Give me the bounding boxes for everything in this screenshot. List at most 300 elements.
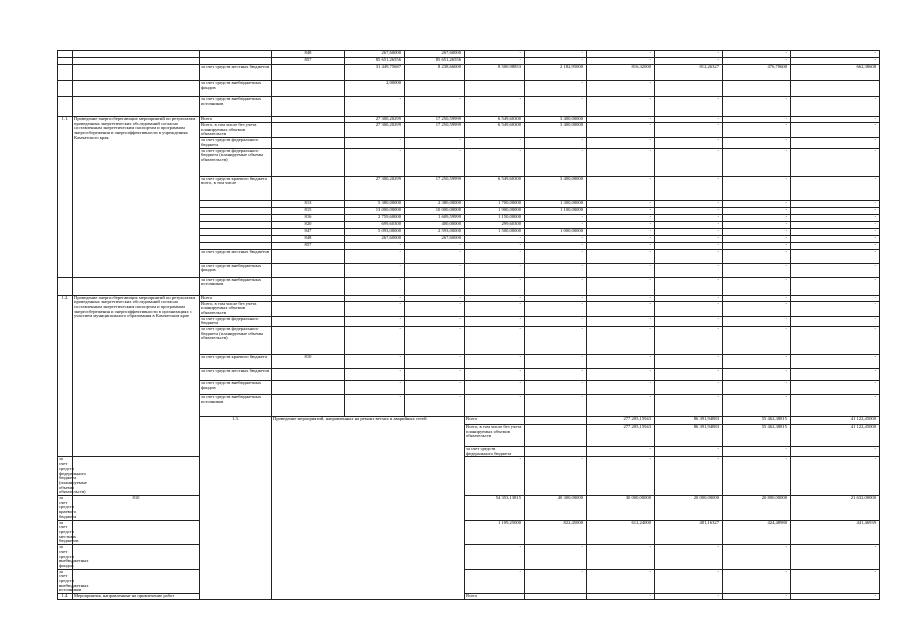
- amount-cell: -: [791, 176, 880, 200]
- amount-cell: -: [791, 316, 880, 326]
- amount-cell: 1 300,00000: [525, 200, 587, 207]
- amount-cell: -: [587, 176, 655, 200]
- amount-cell: 13 000,00000: [345, 207, 405, 214]
- amount-cell: 1 100,00000: [525, 207, 587, 214]
- source-cell: Всего, в том числе без учета планируемых объемов обязательств: [200, 123, 272, 138]
- amount-cell: -: [465, 51, 525, 58]
- amount-cell: 17 250,59999: [405, 123, 465, 138]
- amount-cell: -: [723, 395, 791, 417]
- amount-cell: -: [655, 457, 723, 496]
- amount-cell: -: [525, 295, 587, 301]
- amount-cell: -: [655, 242, 723, 249]
- amount-cell: -: [791, 447, 880, 457]
- code-cell: [272, 301, 345, 316]
- amount-cell: -: [405, 242, 465, 249]
- amount-cell: -: [405, 249, 465, 263]
- amount-cell: -: [405, 327, 465, 355]
- source-cell: за счет средств внебюджетных фондов: [59, 544, 89, 568]
- source-cell: Всего: [465, 417, 525, 425]
- amount-cell: -: [587, 457, 655, 496]
- code-cell: [272, 148, 345, 176]
- amount-cell: 2 759,60000: [345, 214, 405, 221]
- amount-cell: -: [587, 117, 655, 123]
- amount-cell: -: [587, 327, 655, 355]
- amount-cell: 612,24000: [587, 520, 655, 545]
- amount-cell: -: [525, 249, 587, 263]
- code-cell: [73, 545, 200, 570]
- amount-cell: -: [723, 316, 791, 326]
- amount-cell: -: [525, 235, 587, 242]
- item-number-cell: 1.4.: [58, 594, 73, 600]
- item-number-cell: [58, 277, 73, 295]
- amount-cell: -: [405, 277, 465, 295]
- amount-cell: -: [655, 295, 723, 301]
- amount-cell: -: [525, 81, 587, 97]
- amount-cell: -: [791, 228, 880, 235]
- amount-cell: -: [655, 200, 723, 207]
- amount-cell: -: [723, 447, 791, 457]
- amount-cell: -: [791, 148, 880, 176]
- amount-cell: -: [791, 242, 880, 249]
- amount-cell: 54 353,13815: [465, 496, 525, 521]
- amount-cell: -: [655, 569, 723, 594]
- amount-cell: -: [465, 301, 525, 316]
- amount-cell: -: [723, 148, 791, 176]
- amount-cell: -: [655, 263, 723, 277]
- amount-cell: -: [525, 51, 587, 58]
- amount-cell: [465, 81, 525, 97]
- amount-cell: -: [587, 249, 655, 263]
- table-row: [58, 457, 880, 496]
- source-cell: за счет средств федерального бюджета (планируемые объемы обязательств): [200, 148, 272, 176]
- amount-cell: 267,60000: [405, 51, 465, 58]
- amount-cell: -: [655, 447, 723, 457]
- amount-cell: -: [525, 138, 587, 148]
- item-title-cell: Проведение энергосберегающих мероприятий по результатам проведенных энергетических обследований согласно составленным энергетическим паспортам и программам энергосбережения и энергоэффективности в организациях с участием муниципального образования в Камчатском крае: [73, 295, 200, 457]
- amount-cell: 267,60000: [405, 235, 465, 242]
- amount-cell: -: [587, 545, 655, 570]
- item-title-cell: [73, 277, 200, 295]
- amount-cell: -: [465, 277, 525, 295]
- code-cell: [525, 594, 587, 600]
- code-cell: [525, 417, 587, 425]
- amount-cell: -: [791, 117, 880, 123]
- source-cell: Всего: [200, 295, 272, 301]
- amount-cell: -: [465, 369, 525, 381]
- amount-cell: -: [655, 369, 723, 381]
- code-cell: [272, 123, 345, 138]
- amount-cell: -: [723, 569, 791, 594]
- amount-cell: 6 549,60300: [465, 117, 525, 123]
- amount-cell: -: [587, 369, 655, 381]
- amount-cell: 5 093,00000: [345, 228, 405, 235]
- amount-cell: -: [525, 395, 587, 417]
- amount-cell: -: [525, 381, 587, 395]
- amount-cell: -: [345, 395, 405, 417]
- code-cell: [73, 457, 200, 496]
- amount-cell: -: [723, 207, 791, 214]
- amount-cell: 1 609,59999: [405, 214, 465, 221]
- amount-cell: -: [723, 295, 791, 301]
- amount-cell: -: [465, 235, 525, 242]
- amount-cell: -: [655, 316, 723, 326]
- amount-cell: -: [525, 221, 587, 228]
- amount-cell: -: [525, 214, 587, 221]
- amount-cell: -: [791, 97, 880, 117]
- amount-cell: 86 391,94883: [655, 425, 723, 447]
- amount-cell: 441,46939: [791, 520, 880, 545]
- source-cell: за счет средств внебюджетных фондов: [200, 81, 272, 97]
- amount-cell: 267,60000: [345, 235, 405, 242]
- item-title-cell: [73, 81, 200, 97]
- amount-cell: -: [587, 277, 655, 295]
- amount-cell: -: [723, 214, 791, 221]
- amount-cell: -: [345, 301, 405, 316]
- amount-cell: -: [655, 249, 723, 263]
- source-cell: [200, 221, 272, 228]
- source-cell: Всего, в том числе без учета планируемых объемов обязательств: [465, 425, 525, 447]
- amount-cell: -: [587, 58, 655, 65]
- amount-cell: -: [345, 316, 405, 326]
- amount-cell: -: [655, 594, 723, 600]
- amount-cell: -: [345, 138, 405, 148]
- amount-cell: -: [655, 176, 723, 200]
- item-number-cell: [58, 51, 73, 58]
- table-row: [58, 81, 880, 97]
- amount-cell: 277 205,15943: [587, 425, 655, 447]
- code-cell: [272, 395, 345, 417]
- source-cell: за счет средств местных бюджетов: [200, 65, 272, 81]
- source-cell: за счет средств местных бюджетов: [200, 369, 272, 381]
- amount-cell: -: [345, 277, 405, 295]
- amount-cell: -: [465, 295, 525, 301]
- item-number-cell: [58, 97, 73, 117]
- amount-cell: 816,32000: [587, 65, 655, 81]
- amount-cell: -: [587, 263, 655, 277]
- amount-cell: -: [791, 395, 880, 417]
- amount-cell: -: [791, 263, 880, 277]
- amount-cell: -: [587, 138, 655, 148]
- table-body: [58, 51, 880, 600]
- amount-cell: -: [465, 381, 525, 395]
- item-title-cell: Мероприятия, направленные на привлечение работ: [73, 594, 200, 600]
- amount-cell: -: [587, 395, 655, 417]
- amount-cell: 85 651,26556: [405, 58, 465, 65]
- table-row: [58, 594, 880, 600]
- amount-cell: 476,70600: [723, 65, 791, 81]
- amount-cell: 6 549,60300: [465, 176, 525, 200]
- code-cell: [272, 369, 345, 381]
- amount-cell: 85 651,26556: [345, 58, 405, 65]
- amount-cell: -: [587, 97, 655, 117]
- amount-cell: 1 900,00000: [465, 207, 525, 214]
- amount-cell: -: [723, 228, 791, 235]
- amount-cell: -: [723, 123, 791, 138]
- amount-cell: -: [345, 242, 405, 249]
- amount-cell: -: [465, 242, 525, 249]
- amount-cell: -: [525, 97, 587, 117]
- amount-cell: -: [655, 277, 723, 295]
- amount-cell: 1 500,00000: [465, 228, 525, 235]
- amount-cell: -: [655, 207, 723, 214]
- item-number-cell: 1.2.: [58, 295, 73, 457]
- table-row: [58, 51, 880, 58]
- amount-cell: -: [525, 545, 587, 570]
- amount-cell: -: [525, 355, 587, 369]
- amount-cell: -: [465, 395, 525, 417]
- amount-cell: 1 000,00000: [525, 228, 587, 235]
- amount-cell: -: [405, 97, 465, 117]
- amount-cell: 401,16327: [655, 520, 723, 545]
- amount-cell: -: [525, 148, 587, 176]
- amount-cell: -: [655, 301, 723, 316]
- code-cell: 848: [272, 51, 345, 58]
- amount-cell: -: [723, 242, 791, 249]
- amount-cell: -: [465, 316, 525, 326]
- amount-cell: 17 250,59999: [405, 176, 465, 200]
- amount-cell: -: [405, 369, 465, 381]
- amount-cell: 277 205,15943: [587, 417, 655, 425]
- code-cell: [272, 176, 345, 200]
- amount-cell: 27 300,20299: [345, 176, 405, 200]
- amount-cell: -: [791, 545, 880, 570]
- amount-cell: -: [405, 301, 465, 316]
- amount-cell: 2 593,00000: [405, 228, 465, 235]
- amount-cell: -: [655, 58, 723, 65]
- code-cell: 847: [272, 228, 345, 235]
- amount-cell: -: [465, 457, 525, 496]
- amount-cell: -: [405, 355, 465, 369]
- amount-cell: -: [655, 235, 723, 242]
- table-row: [58, 569, 880, 594]
- amount-cell: -: [791, 207, 880, 214]
- amount-cell: -: [587, 228, 655, 235]
- source-cell: [200, 242, 272, 249]
- amount-cell: -: [655, 355, 723, 369]
- source-cell: за счет средств федерального бюджета: [200, 316, 272, 326]
- item-title-cell: [73, 97, 200, 117]
- amount-cell: -: [791, 277, 880, 295]
- amount-cell: 27 300,20299: [345, 123, 405, 138]
- amount-cell: -: [587, 207, 655, 214]
- amount-cell: -: [791, 249, 880, 263]
- amount-cell: -: [587, 123, 655, 138]
- amount-cell: 55 462,38815: [723, 425, 791, 447]
- amount-cell: -: [525, 369, 587, 381]
- amount-cell: -: [587, 81, 655, 97]
- amount-cell: 86 391,94883: [655, 417, 723, 425]
- code-cell: [73, 569, 200, 594]
- table-row: [58, 58, 880, 65]
- amount-cell: -: [345, 381, 405, 395]
- source-cell: за счет средств местных бюджетов: [200, 249, 272, 263]
- amount-cell: -: [723, 594, 791, 600]
- code-cell: 813: [272, 200, 345, 207]
- amount-cell: -: [723, 545, 791, 570]
- source-cell: за счет средств местных бюджетов: [59, 519, 79, 544]
- table-row: [58, 496, 880, 521]
- amount-cell: -: [655, 327, 723, 355]
- amount-cell: -: [405, 138, 465, 148]
- amount-cell: -: [345, 369, 405, 381]
- amount-cell: -: [525, 569, 587, 594]
- amount-cell: -: [655, 395, 723, 417]
- amount-cell: -: [723, 117, 791, 123]
- source-cell: за счет средств краевого бюджета всего, в том числе: [200, 176, 272, 200]
- code-cell: 810: [73, 496, 200, 521]
- amount-cell: -: [723, 249, 791, 263]
- amount-cell: 2,00000: [345, 81, 405, 97]
- amount-cell: 10 000,00000: [405, 207, 465, 214]
- budget-table: [57, 50, 880, 600]
- amount-cell: -: [345, 263, 405, 277]
- amount-cell: 8 500,98853: [465, 65, 525, 81]
- source-cell: Всего: [200, 117, 272, 123]
- table-row: [58, 545, 880, 570]
- amount-cell: -: [465, 148, 525, 176]
- amount-cell: -: [587, 594, 655, 600]
- source-cell: за счет средств внебюджетных фондов: [200, 263, 272, 277]
- amount-cell: 17 250,59999: [405, 117, 465, 123]
- item-title-cell: Проведение мероприятий, направленных на ремонт ветхих и аварийных сетей: [272, 417, 465, 600]
- code-cell: 816: [272, 214, 345, 221]
- item-number-cell: [58, 58, 73, 65]
- amount-cell: -: [345, 249, 405, 263]
- amount-cell: -: [655, 123, 723, 138]
- amount-cell: [405, 81, 465, 97]
- amount-cell: -: [345, 295, 405, 301]
- item-number-cell: [58, 81, 73, 97]
- item-title-cell: [73, 51, 200, 58]
- amount-cell: 299,60300: [465, 221, 525, 228]
- source-cell: за счет средств внебюджетных источников: [200, 395, 272, 417]
- amount-cell: 21 632,00000: [791, 496, 880, 521]
- amount-cell: -: [587, 569, 655, 594]
- amount-cell: -: [723, 355, 791, 369]
- amount-cell: -: [791, 594, 880, 600]
- amount-cell: 1 109,25000: [465, 520, 525, 545]
- amount-cell: -: [723, 221, 791, 228]
- code-cell: [525, 425, 587, 447]
- amount-cell: -: [655, 51, 723, 58]
- amount-cell: 20 800,00000: [723, 496, 791, 521]
- amount-cell: -: [723, 97, 791, 117]
- amount-cell: -: [345, 97, 405, 117]
- source-cell: за счет средств федерального бюджета (планируемые объемы обязательств): [200, 327, 272, 355]
- table-row: [58, 277, 880, 295]
- amount-cell: -: [723, 327, 791, 355]
- source-cell: [200, 200, 272, 207]
- amount-cell: -: [525, 277, 587, 295]
- amount-cell: -: [587, 295, 655, 301]
- table-row: [58, 97, 880, 117]
- amount-cell: -: [465, 249, 525, 263]
- amount-cell: -: [587, 316, 655, 326]
- amount-cell: -: [791, 369, 880, 381]
- amount-cell: [723, 81, 791, 97]
- amount-cell: 662,38608: [791, 65, 880, 81]
- amount-cell: -: [525, 58, 587, 65]
- source-cell: за счет средств краевого бюджета: [59, 495, 77, 519]
- amount-cell: -: [791, 138, 880, 148]
- amount-cell: -: [587, 221, 655, 228]
- source-cell: за счет средств внебюджетных источников: [59, 568, 89, 593]
- amount-cell: -: [791, 355, 880, 369]
- amount-cell: -: [587, 301, 655, 316]
- amount-cell: -: [723, 58, 791, 65]
- code-cell: [272, 81, 345, 97]
- amount-cell: -: [723, 381, 791, 395]
- amount-cell: -: [465, 97, 525, 117]
- amount-cell: 699,60300: [345, 221, 405, 228]
- item-number-cell: 1.1.: [58, 117, 73, 278]
- item-number-cell: 1.3.: [200, 417, 272, 600]
- amount-cell: -: [723, 51, 791, 58]
- amount-cell: -: [655, 138, 723, 148]
- item-title-cell: [73, 65, 200, 81]
- amount-cell: -: [465, 138, 525, 148]
- amount-cell: 8 238,66000: [405, 65, 465, 81]
- amount-cell: -: [345, 148, 405, 176]
- code-cell: [525, 447, 587, 457]
- source-cell: за счет средств внебюджетных источников: [200, 97, 272, 117]
- amount-cell: -: [587, 355, 655, 369]
- code-cell: [272, 381, 345, 395]
- amount-cell: -: [465, 263, 525, 277]
- code-cell: [272, 316, 345, 326]
- amount-cell: -: [791, 381, 880, 395]
- code-cell: 857: [272, 242, 345, 249]
- amount-cell: -: [525, 301, 587, 316]
- amount-cell: -: [587, 447, 655, 457]
- amount-cell: 2 182,95000: [525, 65, 587, 81]
- amount-cell: [791, 81, 880, 97]
- amount-cell: 3 400,00000: [525, 123, 587, 138]
- code-cell: 820: [272, 221, 345, 228]
- source-cell: [200, 207, 272, 214]
- code-cell: [272, 263, 345, 277]
- item-title-cell: Проведение энергосберегающих мероприятий по результатам проведенных энергетических обследований согласно составленным энергетическим паспортам и программам энергосбережения и энергоэффективности в учреждениях Камчатского края: [73, 117, 200, 278]
- amount-cell: -: [791, 58, 880, 65]
- amount-cell: 27 300,20299: [345, 117, 405, 123]
- amount-cell: -: [405, 316, 465, 326]
- amount-cell: -: [587, 381, 655, 395]
- code-cell: [73, 520, 200, 545]
- amount-cell: -: [791, 235, 880, 242]
- amount-cell: -: [465, 545, 525, 570]
- amount-cell: -: [791, 295, 880, 301]
- code-cell: [272, 97, 345, 117]
- amount-cell: 3 400,00000: [525, 176, 587, 200]
- code-cell: [272, 277, 345, 295]
- amount-cell: -: [587, 214, 655, 221]
- amount-cell: 55 462,38815: [723, 417, 791, 425]
- amount-cell: -: [405, 381, 465, 395]
- amount-cell: 31 449,75687: [345, 65, 405, 81]
- amount-cell: 30 000,00000: [587, 496, 655, 521]
- amount-cell: -: [723, 176, 791, 200]
- amount-cell: 1 150,00000: [465, 214, 525, 221]
- amount-cell: -: [791, 214, 880, 221]
- amount-cell: 5 380,00000: [345, 200, 405, 207]
- amount-cell: 41 122,45000: [791, 417, 880, 425]
- source-cell: [200, 51, 272, 58]
- source-cell: [200, 235, 272, 242]
- amount-cell: -: [587, 235, 655, 242]
- amount-cell: -: [791, 51, 880, 58]
- amount-cell: -: [791, 200, 880, 207]
- code-cell: [272, 138, 345, 148]
